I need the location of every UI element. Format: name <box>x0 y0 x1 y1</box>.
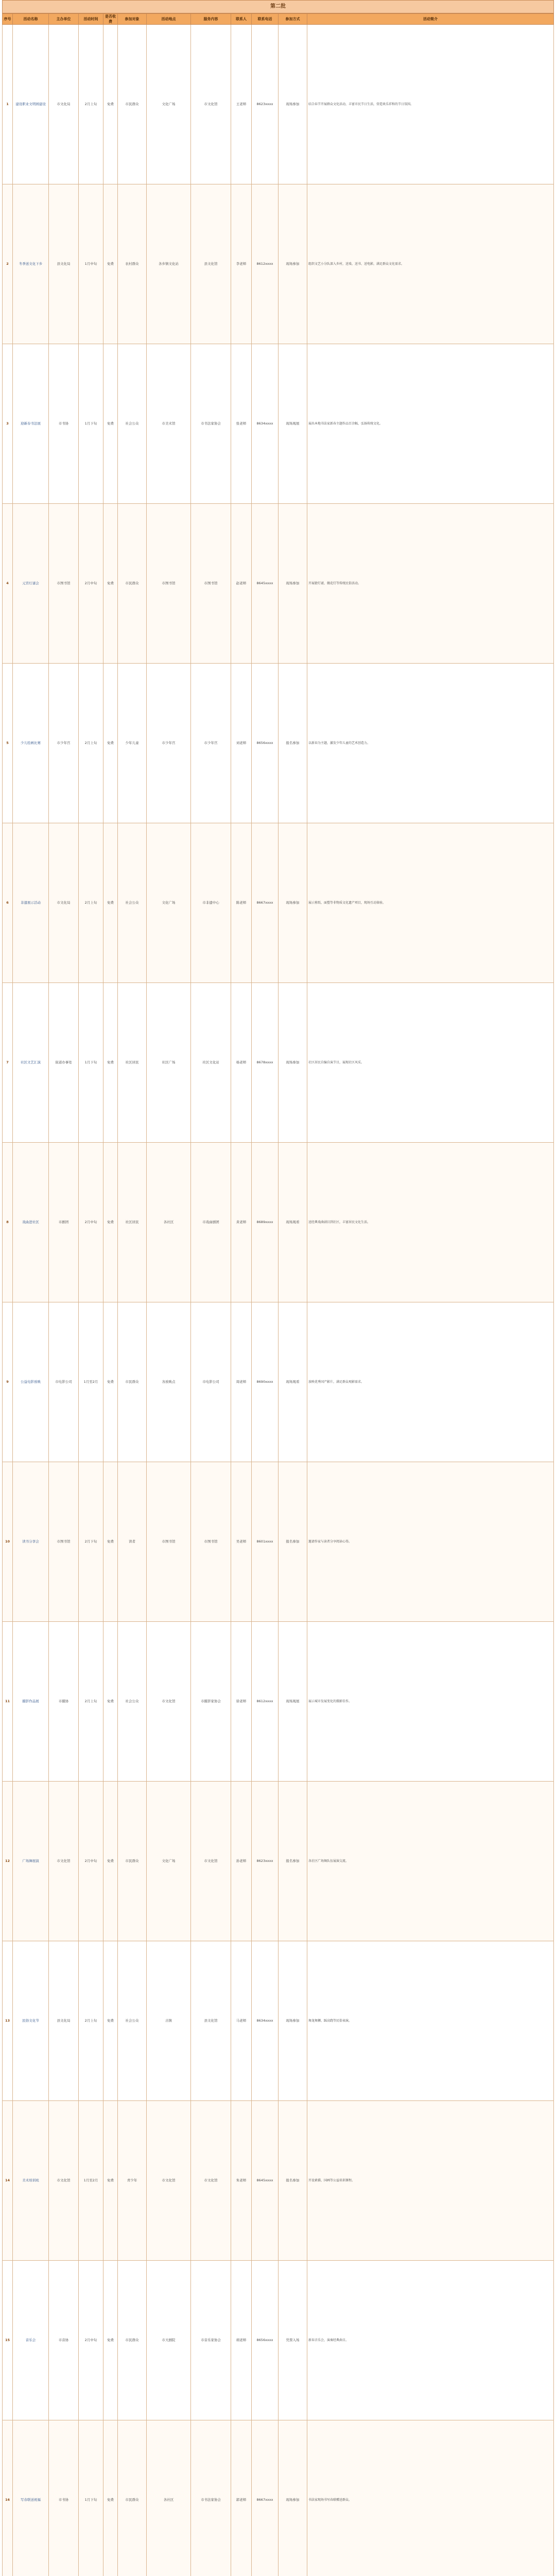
event-description: 社区居民自编自演节目，展现社区风采。 <box>307 983 554 1143</box>
join-method: 现场观看 <box>279 1143 307 1302</box>
row-number: 13 <box>3 1941 13 2101</box>
join-method: 现场参加 <box>279 2420 307 2576</box>
fee-status: 免费 <box>103 1941 118 2101</box>
event-name: 冬季送文化下乡 <box>13 184 49 344</box>
event-time: 1月至2月 <box>79 2101 103 2261</box>
event-description: 邀请作家与读者分享阅读心得。 <box>307 1462 554 1622</box>
contact-phone: 8690xxxx <box>252 1302 279 1462</box>
contact-phone: 8678xxxx <box>252 983 279 1143</box>
fee-status: 免费 <box>103 1782 118 1941</box>
event-time: 2月上旬 <box>79 823 103 983</box>
event-place: 市文化馆 <box>147 2101 191 2261</box>
event-description: 各社区广场舞队伍展演交流。 <box>307 1782 554 1941</box>
table-row <box>3 1941 554 2101</box>
contact-person: 郭老师 <box>231 2420 252 2576</box>
event-time: 2月上旬 <box>79 1622 103 1782</box>
event-name: 元宵灯谜会 <box>13 504 49 664</box>
join-method: 现场参加 <box>279 1941 307 2101</box>
target-audience: 社会公众 <box>118 1622 147 1782</box>
row-number: 10 <box>3 1462 13 1622</box>
organizer: 市文化局 <box>49 25 79 184</box>
join-method: 凭票入场 <box>279 2261 307 2420</box>
fee-status: 免费 <box>103 2261 118 2420</box>
target-audience: 社区居民 <box>118 983 147 1143</box>
event-time: 2月中旬 <box>79 2261 103 2420</box>
table-body <box>3 25 554 2576</box>
join-method: 报名参加 <box>279 2101 307 2261</box>
table-row <box>3 983 554 1143</box>
join-method: 现场参加 <box>279 823 307 983</box>
event-description: 展示剪纸、面塑等非物质文化遗产项目，现场互动体验。 <box>307 823 554 983</box>
events-table <box>2 13 554 2576</box>
target-audience: 社会公众 <box>118 1941 147 2101</box>
fee-status: 免费 <box>103 344 118 504</box>
event-description: 放映优秀国产影片，满足群众观影需求。 <box>307 1302 554 1462</box>
event-time: 2月上旬 <box>79 1941 103 2101</box>
event-time: 2月下旬 <box>79 1462 103 1622</box>
service-content: 县文化馆 <box>191 184 231 344</box>
table-row <box>3 2261 554 2420</box>
fee-status: 免费 <box>103 2420 118 2576</box>
table-row <box>3 1462 554 1622</box>
contact-phone: 8645xxxx <box>252 2101 279 2261</box>
event-description: 展出本地书法家新春主题作品百余幅，弘扬传统文化。 <box>307 344 554 504</box>
join-method: 报名参加 <box>279 1782 307 1941</box>
table-header-row <box>3 14 554 25</box>
service-content: 市文化馆 <box>191 2101 231 2261</box>
fee-status: 免费 <box>103 1622 118 1782</box>
event-name: 广场舞展演 <box>13 1782 49 1941</box>
event-place: 古镇 <box>147 1941 191 2101</box>
contact-person: 刘老师 <box>231 664 252 823</box>
organizer: 市文化馆 <box>49 1782 79 1941</box>
service-content: 县文化馆 <box>191 1941 231 2101</box>
page-title: 第二批 <box>2 0 554 13</box>
table-row <box>3 184 554 344</box>
event-place: 文化广场 <box>147 823 191 983</box>
column-header: 是否收费 <box>103 14 118 25</box>
service-content: 市文化馆 <box>191 1782 231 1941</box>
event-time: 1月下旬 <box>79 344 103 504</box>
table-row <box>3 344 554 504</box>
event-time: 2月中旬 <box>79 1782 103 1941</box>
event-name: 少儿绘画比赛 <box>13 664 49 823</box>
event-name: 非遗展示活动 <box>13 823 49 983</box>
target-audience: 少年儿童 <box>118 664 147 823</box>
event-description: 书法家现场书写春联赠送群众。 <box>307 2420 554 2576</box>
target-audience: 市民群众 <box>118 25 147 184</box>
organizer: 市书协 <box>49 2420 79 2576</box>
service-content: 市文化馆 <box>191 25 231 184</box>
table-row <box>3 664 554 823</box>
table-row <box>3 504 554 664</box>
fee-status: 免费 <box>103 664 118 823</box>
contact-phone: 8623xxxx <box>252 25 279 184</box>
service-content: 市非遗中心 <box>191 823 231 983</box>
event-name: 迎新春书法展 <box>13 344 49 504</box>
event-description: 结合春节开展群众文化活动，丰富市民节日生活，营造欢乐祥和的节日氛围。 <box>307 25 554 184</box>
organizer: 县文化局 <box>49 184 79 344</box>
event-place: 文化广场 <box>147 1782 191 1941</box>
event-description: 组织文艺小分队深入乡村，送戏、送书、送电影，满足群众文化需求。 <box>307 184 554 344</box>
table-row <box>3 823 554 983</box>
row-number: 2 <box>3 184 13 344</box>
organizer: 市音协 <box>49 2261 79 2420</box>
event-time: 2月中旬 <box>79 1143 103 1302</box>
contact-phone: 8601xxxx <box>252 1462 279 1622</box>
join-method: 现场参加 <box>279 983 307 1143</box>
row-number: 5 <box>3 664 13 823</box>
event-place: 市少年宫 <box>147 664 191 823</box>
service-content: 市书法家协会 <box>191 344 231 504</box>
contact-person: 张老师 <box>231 344 252 504</box>
organizer: 市剧团 <box>49 1143 79 1302</box>
organizer: 县文化局 <box>49 1941 79 2101</box>
target-audience: 社会公众 <box>118 823 147 983</box>
column-header: 活动名称 <box>13 14 49 25</box>
row-number: 15 <box>3 2261 13 2420</box>
event-description: 舞龙舞狮、踩高跷等民俗表演。 <box>307 1941 554 2101</box>
column-header: 活动简介 <box>307 14 554 25</box>
join-method: 现场观展 <box>279 1622 307 1782</box>
target-audience: 农村群众 <box>118 184 147 344</box>
column-header: 联系电话 <box>252 14 279 25</box>
event-description: 以新春为主题，激发少年儿童的艺术创造力。 <box>307 664 554 823</box>
row-number: 3 <box>3 344 13 504</box>
column-header: 参加对象 <box>118 14 147 25</box>
event-name: 读书分享会 <box>13 1462 49 1622</box>
contact-phone: 8689xxxx <box>252 1143 279 1302</box>
row-number: 7 <box>3 983 13 1143</box>
row-number: 11 <box>3 1622 13 1782</box>
contact-person: 周老师 <box>231 1302 252 1462</box>
row-number: 16 <box>3 2420 13 2576</box>
contact-phone: 8634xxxx <box>252 344 279 504</box>
event-place: 市图书馆 <box>147 1462 191 1622</box>
service-content: 市音乐家协会 <box>191 2261 231 2420</box>
row-number: 8 <box>3 1143 13 1302</box>
contact-phone: 8667xxxx <box>252 823 279 983</box>
target-audience: 市民群众 <box>118 2420 147 2576</box>
event-place: 各放映点 <box>147 1302 191 1462</box>
target-audience: 市民群众 <box>118 2261 147 2420</box>
fee-status: 免费 <box>103 1462 118 1622</box>
service-content: 市摄影家协会 <box>191 1622 231 1782</box>
join-method: 现场参加 <box>279 504 307 664</box>
event-place: 各社区 <box>147 1143 191 1302</box>
event-place: 市大剧院 <box>147 2261 191 2420</box>
event-name: 公益电影放映 <box>13 1302 49 1462</box>
organizer: 市书协 <box>49 344 79 504</box>
event-name: 音乐会 <box>13 2261 49 2420</box>
event-description: 新春音乐会，演奏经典曲目。 <box>307 2261 554 2420</box>
target-audience: 社区居民 <box>118 1143 147 1302</box>
fee-status: 免费 <box>103 983 118 1143</box>
event-place: 市图书馆 <box>147 504 191 664</box>
contact-person: 马老师 <box>231 1941 252 2101</box>
target-audience: 读者 <box>118 1462 147 1622</box>
target-audience: 青少年 <box>118 2101 147 2261</box>
event-place: 市文化馆 <box>147 1622 191 1782</box>
contact-phone: 8634xxxx <box>252 1941 279 2101</box>
organizer: 市少年宫 <box>49 664 79 823</box>
contact-phone: 8612xxxx <box>252 184 279 344</box>
row-number: 6 <box>3 823 13 983</box>
column-header: 序号 <box>3 14 13 25</box>
join-method: 报名参加 <box>279 1462 307 1622</box>
event-name: 社区文艺汇演 <box>13 983 49 1143</box>
join-method: 现场观看 <box>279 1302 307 1462</box>
target-audience: 社会公众 <box>118 344 147 504</box>
event-description: 送经典戏曲剧目到社区，丰富居民文化生活。 <box>307 1143 554 1302</box>
organizer: 市文化局 <box>49 823 79 983</box>
table-row <box>3 2101 554 2261</box>
organizer: 街道办事处 <box>49 983 79 1143</box>
column-header: 参加方式 <box>279 14 307 25</box>
event-time: 2月上旬 <box>79 664 103 823</box>
event-name: 民俗文化节 <box>13 1941 49 2101</box>
organizer: 市图书馆 <box>49 504 79 664</box>
join-method: 报名参加 <box>279 664 307 823</box>
row-number: 12 <box>3 1782 13 1941</box>
contact-phone: 8623xxxx <box>252 1782 279 1941</box>
service-content: 市书法家协会 <box>191 2420 231 2576</box>
row-number: 4 <box>3 504 13 664</box>
event-name: 摄影作品展 <box>13 1622 49 1782</box>
organizer: 市图书馆 <box>49 1462 79 1622</box>
service-content: 市图书馆 <box>191 1462 231 1622</box>
service-content: 社区文化站 <box>191 983 231 1143</box>
service-content: 市戏曲剧团 <box>191 1143 231 1302</box>
event-description: 展示城市发展变化的摄影佳作。 <box>307 1622 554 1782</box>
column-header: 联系人 <box>231 14 252 25</box>
event-place: 市美术馆 <box>147 344 191 504</box>
table-row <box>3 2420 554 2576</box>
table-row <box>3 25 554 184</box>
contact-phone: 8656xxxx <box>252 664 279 823</box>
contact-person: 胡老师 <box>231 2261 252 2420</box>
event-time: 2月中旬 <box>79 504 103 664</box>
organizer: 市摄协 <box>49 1622 79 1782</box>
contact-person: 孙老师 <box>231 1782 252 1941</box>
target-audience: 市民群众 <box>118 1782 147 1941</box>
row-number: 1 <box>3 25 13 184</box>
contact-person: 李老师 <box>231 184 252 344</box>
event-place: 社区广场 <box>147 983 191 1143</box>
fee-status: 免费 <box>103 25 118 184</box>
event-place: 文化广场 <box>147 25 191 184</box>
table-row <box>3 1302 554 1462</box>
contact-person: 吴老师 <box>231 1462 252 1622</box>
row-number: 9 <box>3 1302 13 1462</box>
organizer: 市文化馆 <box>49 2101 79 2261</box>
event-place: 各社区 <box>147 2420 191 2576</box>
column-header: 活动地点 <box>147 14 191 25</box>
table-row <box>3 1143 554 1302</box>
fee-status: 免费 <box>103 823 118 983</box>
event-time: 1月中旬 <box>79 184 103 344</box>
event-time: 1月下旬 <box>79 983 103 1143</box>
fee-status: 免费 <box>103 184 118 344</box>
join-method: 现场参加 <box>279 184 307 344</box>
organizer: 市电影公司 <box>49 1302 79 1462</box>
join-method: 现场观展 <box>279 344 307 504</box>
column-header: 服务内容 <box>191 14 231 25</box>
contact-person: 黄老师 <box>231 1143 252 1302</box>
event-name: 戏曲进社区 <box>13 1143 49 1302</box>
event-place: 各乡镇文化站 <box>147 184 191 344</box>
column-header: 主办单位 <box>49 14 79 25</box>
contact-phone: 8612xxxx <box>252 1622 279 1782</box>
contact-person: 陈老师 <box>231 823 252 983</box>
event-time: 2月上旬 <box>79 25 103 184</box>
event-name: 美术培训班 <box>13 2101 49 2261</box>
join-method: 现场参加 <box>279 25 307 184</box>
table-row <box>3 1782 554 1941</box>
table-row <box>3 1622 554 1782</box>
contact-phone: 8656xxxx <box>252 2261 279 2420</box>
fee-status: 免费 <box>103 504 118 664</box>
contact-person: 徐老师 <box>231 1622 252 1782</box>
target-audience: 市民群众 <box>118 504 147 664</box>
service-content: 市电影公司 <box>191 1302 231 1462</box>
target-audience: 市民群众 <box>118 1302 147 1462</box>
fee-status: 免费 <box>103 1302 118 1462</box>
event-name: 建设职业文明园建设 <box>13 25 49 184</box>
fee-status: 免费 <box>103 1143 118 1302</box>
event-time: 1月至2月 <box>79 1302 103 1462</box>
contact-person: 朱老师 <box>231 2101 252 2261</box>
event-time: 1月下旬 <box>79 2420 103 2576</box>
event-name: 写春联送祝福 <box>13 2420 49 2576</box>
contact-phone: 8667xxxx <box>252 2420 279 2576</box>
contact-person: 王老师 <box>231 25 252 184</box>
event-description: 开展猜灯谜、做花灯等传统民俗活动。 <box>307 504 554 664</box>
service-content: 市少年宫 <box>191 664 231 823</box>
column-header: 活动时间 <box>79 14 103 25</box>
event-description: 开设素描、国画等公益培训课程。 <box>307 2101 554 2261</box>
contact-person: 杨老师 <box>231 983 252 1143</box>
fee-status: 免费 <box>103 2101 118 2261</box>
contact-person: 赵老师 <box>231 504 252 664</box>
service-content: 市图书馆 <box>191 504 231 664</box>
row-number: 14 <box>3 2101 13 2261</box>
contact-phone: 8645xxxx <box>252 504 279 664</box>
